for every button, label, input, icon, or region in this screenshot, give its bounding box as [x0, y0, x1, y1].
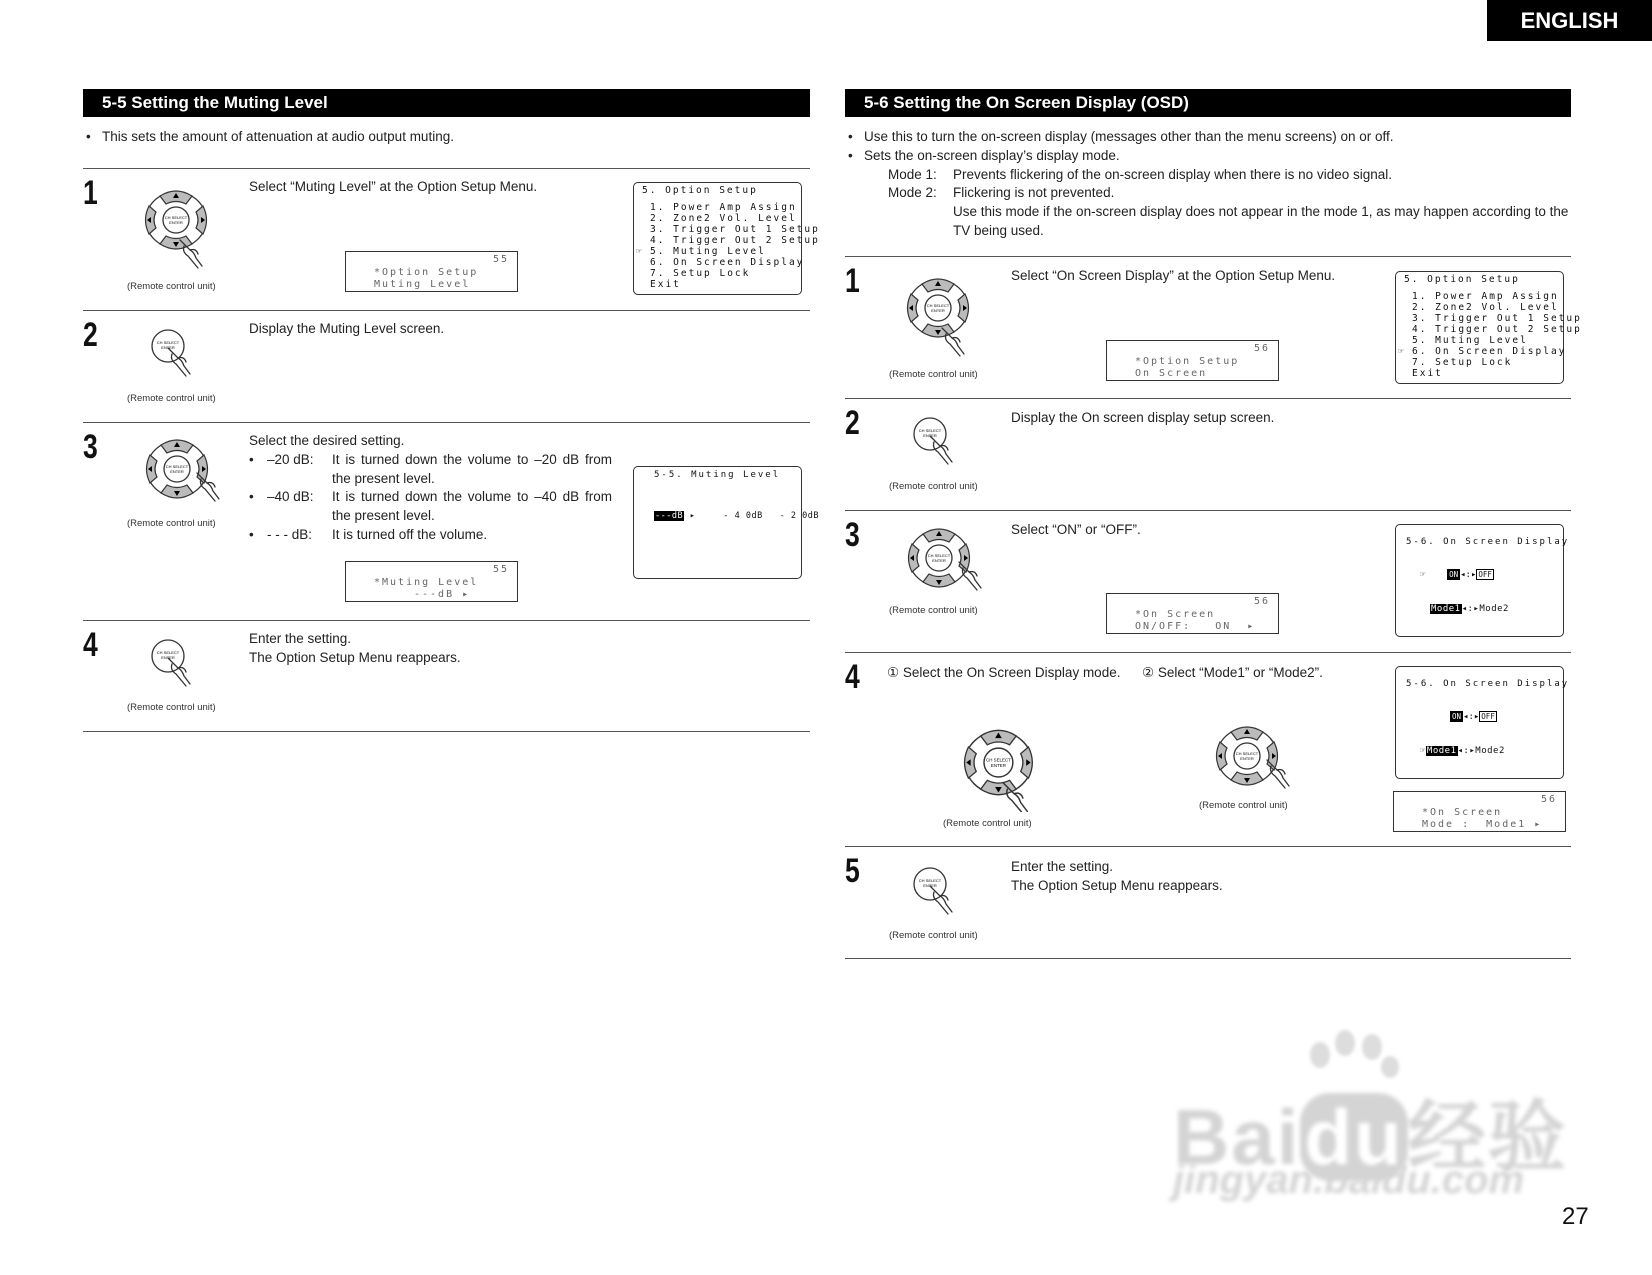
r-step2-text: Display the On screen display setup screen. — [1011, 410, 1275, 425]
enter-button-icon — [138, 628, 218, 698]
watermark-baidu: Baidu经验 — [1173, 1093, 1568, 1181]
page-number: 27 — [1562, 1203, 1589, 1230]
osd-bullet-1: • Use this to turn the on-screen display (messages other than the menu screens) on or off. — [848, 129, 1394, 144]
remote-dpad-icon — [1197, 720, 1307, 810]
r-step3-text: Select “ON” or “OFF”. — [1011, 522, 1141, 537]
step-number: 2 — [83, 316, 98, 354]
r-step1-text: Select “On Screen Display” at the Option Setup Menu. — [1011, 268, 1336, 283]
r-step5-line1: Enter the setting. — [1011, 859, 1114, 874]
remote-dpad-icon — [889, 522, 999, 612]
on-screen-display-osd: 5-6. On Screen Display ON ◂:▸ OFF ☞Mode1◂:▸Mode2 — [1395, 666, 1564, 779]
option-setup-menu: 5. Option Setup 1. Power Amp Assign 2. Zone2 Vol. Level 3. Trigger Out 1 Setup 4. Trigger Out 2 Setup ☞ 5. Muting Level 6. On Screen Display 7. Setup Lock Exit — [633, 182, 802, 295]
pointer-hand-icon: ☞ — [1420, 570, 1426, 580]
divider — [845, 510, 1571, 511]
divider — [83, 168, 810, 169]
remote-dpad-icon — [127, 433, 237, 523]
remote-dpad-icon — [898, 272, 988, 362]
lcd-display: 55 *Option Setup Muting Level — [345, 251, 518, 292]
r-step5-line2: The Option Setup Menu reappears. — [1011, 878, 1223, 893]
divider — [845, 958, 1571, 959]
section-title-osd: 5-6 Setting the On Screen Display (OSD) — [845, 89, 1571, 117]
divider — [845, 652, 1571, 653]
step2-text: Display the Muting Level screen. — [249, 321, 445, 336]
lcd-display: 55 *Muting Level ---dB ▸ — [345, 561, 518, 602]
mode2-text: Flickering is not prevented. — [953, 185, 1115, 200]
divider — [845, 398, 1571, 399]
mode1-text: Prevents flickering of the on-screen display when there is no video signal. — [953, 167, 1392, 182]
option-off: • - - - dB: It is turned off the volume. — [249, 527, 488, 542]
remote-caption: (Remote control unit) — [127, 518, 216, 529]
step-number: 3 — [845, 516, 860, 554]
option-20db: • –20 dB: It is turned down the volume to –20 dB from the present level. — [249, 452, 612, 486]
option-setup-menu: 5. Option Setup 1. Power Amp Assign 2. Zone2 Vol. Level 3. Trigger Out 1 Setup 4. Trigger Out 2 Setup 5. Muting Level ☞ 6. On Screen Display 7. Setup Lock Exit — [1395, 271, 1564, 384]
watermark-url: jingyan.baidu.com — [1173, 1158, 1525, 1202]
divider — [83, 731, 810, 732]
divider — [83, 620, 810, 621]
step-number: 1 — [845, 262, 860, 300]
r-step4-sub1: ① Select the On Screen Display mode. — [887, 665, 1121, 680]
remote-dpad-icon — [954, 722, 1054, 812]
divider — [845, 256, 1571, 257]
option-40db: • –40 dB: It is turned down the volume to –40 dB from the present level. — [249, 489, 612, 523]
mode1-label: Mode 1: — [888, 167, 937, 182]
step-number: 3 — [83, 428, 98, 466]
remote-caption: (Remote control unit) — [127, 702, 216, 713]
step3-text: Select the desired setting. — [249, 433, 405, 448]
pointer-hand-icon: ☞ — [1420, 746, 1426, 756]
remote-caption: (Remote control unit) — [1199, 800, 1288, 811]
enter-button-icon — [900, 406, 980, 476]
step-number: 4 — [845, 658, 860, 696]
intro-text: This sets the amount of attenuation at audio output muting. — [101, 129, 454, 144]
mode-note: Use this mode if the on-screen display does not appear in the mode 1, as may happen according to the TV being used. — [953, 204, 1569, 238]
pointer-hand-icon: ☞ — [1398, 346, 1406, 357]
remote-caption: (Remote control unit) — [127, 393, 216, 404]
step-number: 2 — [845, 404, 860, 442]
remote-dpad-icon — [136, 184, 226, 274]
osd-bullet-2: • Sets the on-screen display’s display mode. — [848, 148, 1120, 163]
step4-line1: Enter the setting. — [249, 631, 352, 646]
lcd-display: 56 *On Screen Mode : Mode1 ▸ — [1393, 791, 1566, 832]
divider — [83, 422, 810, 423]
step-number: 5 — [845, 852, 860, 890]
remote-caption: (Remote control unit) — [943, 818, 1032, 829]
enter-button-icon — [900, 856, 980, 926]
r-step4-sub2: ② Select “Mode1” or “Mode2”. — [1142, 665, 1323, 680]
language-badge: ENGLISH — [1487, 0, 1652, 41]
divider — [845, 846, 1571, 847]
divider — [83, 310, 810, 311]
mode2-label: Mode 2: — [888, 185, 937, 200]
remote-caption: (Remote control unit) — [889, 481, 978, 492]
lcd-display: 56 *Option Setup On Screen — [1106, 340, 1279, 381]
muting-level-osd: 5-5. Muting Level ---dB ▸ - 4 0dB - 2 0dB — [633, 466, 802, 579]
step-number: 4 — [83, 626, 98, 664]
on-screen-display-osd: 5-6. On Screen Display ☞ ON ◂:▸ OFF Mode1◂:▸Mode2 — [1395, 524, 1564, 637]
remote-caption: (Remote control unit) — [889, 605, 978, 616]
section-title-muting: 5-5 Setting the Muting Level — [83, 89, 810, 117]
enter-button-icon — [138, 318, 218, 388]
step4-line2: The Option Setup Menu reappears. — [249, 650, 461, 665]
pointer-hand-icon: ☞ — [636, 246, 644, 257]
intro-bullet: • This sets the amount of attenuation at audio output muting. — [86, 129, 454, 144]
remote-caption: (Remote control unit) — [889, 369, 978, 380]
step1-text: Select “Muting Level” at the Option Setup Menu. — [249, 179, 538, 194]
remote-caption: (Remote control unit) — [889, 930, 978, 941]
step-number: 1 — [83, 174, 98, 212]
lcd-display: 56 *On Screen ON/OFF: ON ▸ — [1106, 593, 1279, 634]
remote-caption: (Remote control unit) — [127, 281, 216, 292]
